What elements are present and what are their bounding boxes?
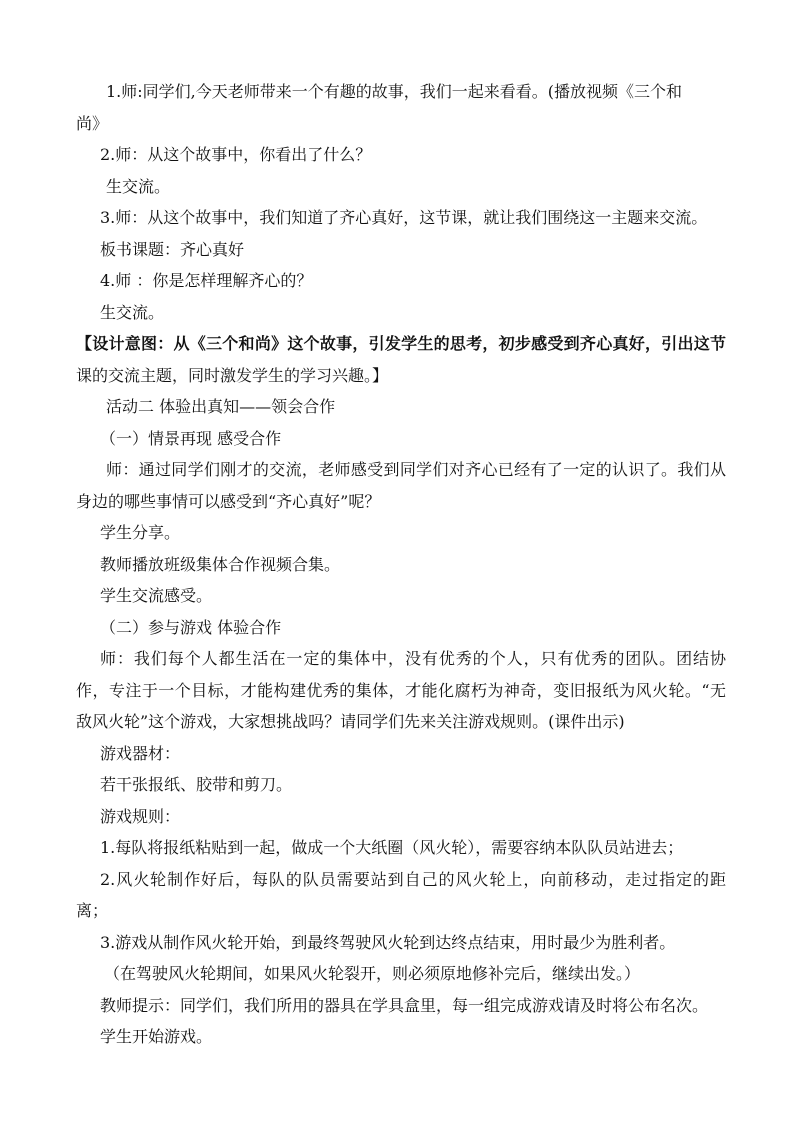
paragraph-line: 学生分享。	[100, 523, 181, 542]
paragraph-line: （在驾驶风火轮期间，如果风火轮裂开，则必须原地修补完后，继续出发。）	[104, 964, 641, 983]
paragraph-line: 学生开始游戏。	[100, 1027, 213, 1046]
paragraph-line: 1.师:同学们,今天老师带来一个有趣的故事，我们一起来看看。(播放视频《三个和	[106, 82, 682, 101]
paragraph-line: 身边的哪些事情可以感受到“齐心真好”呢？	[76, 492, 381, 511]
rule-item: 3.游戏从制作风火轮开始，到最终驾驶风火轮到达终点结束，用时最少为胜利者。	[100, 933, 676, 952]
design-intent-line: 【设计意图：从《三个和尚》这个故事，引发学生的思考，初步感受到齐心真好，引出这节	[76, 334, 726, 353]
subsection-heading: （一）情景再现 感受合作	[100, 429, 282, 448]
paragraph-line: 师：通过同学们刚才的交流，老师感受到同学们对齐心已经有了一定的认识了。我们从	[106, 460, 726, 479]
paragraph-line: 生交流。	[106, 177, 171, 196]
paragraph-line: 生交流。	[100, 303, 165, 322]
rule-item: 1.每队将报纸粘贴到一起，做成一个大纸圈（风火轮），需要容纳本队队员站进去；	[100, 838, 684, 857]
paragraph-line: 敌风火轮”这个游戏，大家想挑战吗？请同学们先来关注游戏规则。(课件出示)	[76, 712, 625, 731]
paragraph-line: 作，专注于一个目标，才能构建优秀的集体，才能化腐朽为神奇，变旧报纸为风火轮。“无	[76, 681, 726, 700]
paragraph-line: 游戏器材：	[100, 744, 181, 763]
paragraph-line: 尚》	[76, 114, 109, 133]
subsection-heading: （二）参与游戏 体验合作	[100, 618, 282, 637]
rule-item: 2.风火轮制作好后，每队的队员需要站到自己的风火轮上，向前移动，走过指定的距	[100, 870, 726, 889]
paragraph-line: 2.师：从这个故事中，你看出了什么？	[100, 145, 372, 164]
paragraph-line: 课的交流主题，同时激发学生的学习兴趣。】	[76, 366, 389, 385]
paragraph-line: 板书课题：齐心真好	[100, 240, 245, 259]
paragraph-line: 教师提示：同学们，我们所用的器具在学具盒里，每一组完成游戏请及时将公布名次。	[100, 996, 709, 1015]
paragraph-line: 教师播放班级集体合作视频合集。	[100, 555, 341, 574]
paragraph-line: 4.师 ：你是怎样理解齐心的？	[100, 271, 313, 290]
rule-item: 离；	[76, 901, 109, 920]
paragraph-line: 学生交流感受。	[100, 586, 213, 605]
paragraph-line: 游戏规则：	[100, 807, 181, 826]
paragraph-line: 师：我们每个人都生活在一定的集体中，没有优秀的个人，只有优秀的团队。团结协	[100, 649, 726, 668]
paragraph-line: 若干张报纸、胶带和剪刀。	[100, 775, 293, 794]
paragraph-line: 3.师：从这个故事中，我们知道了齐心真好，这节课，就让我们围绕这一主题来交流。	[100, 208, 708, 227]
section-heading: 活动二 体验出真知——领会合作	[106, 397, 336, 416]
